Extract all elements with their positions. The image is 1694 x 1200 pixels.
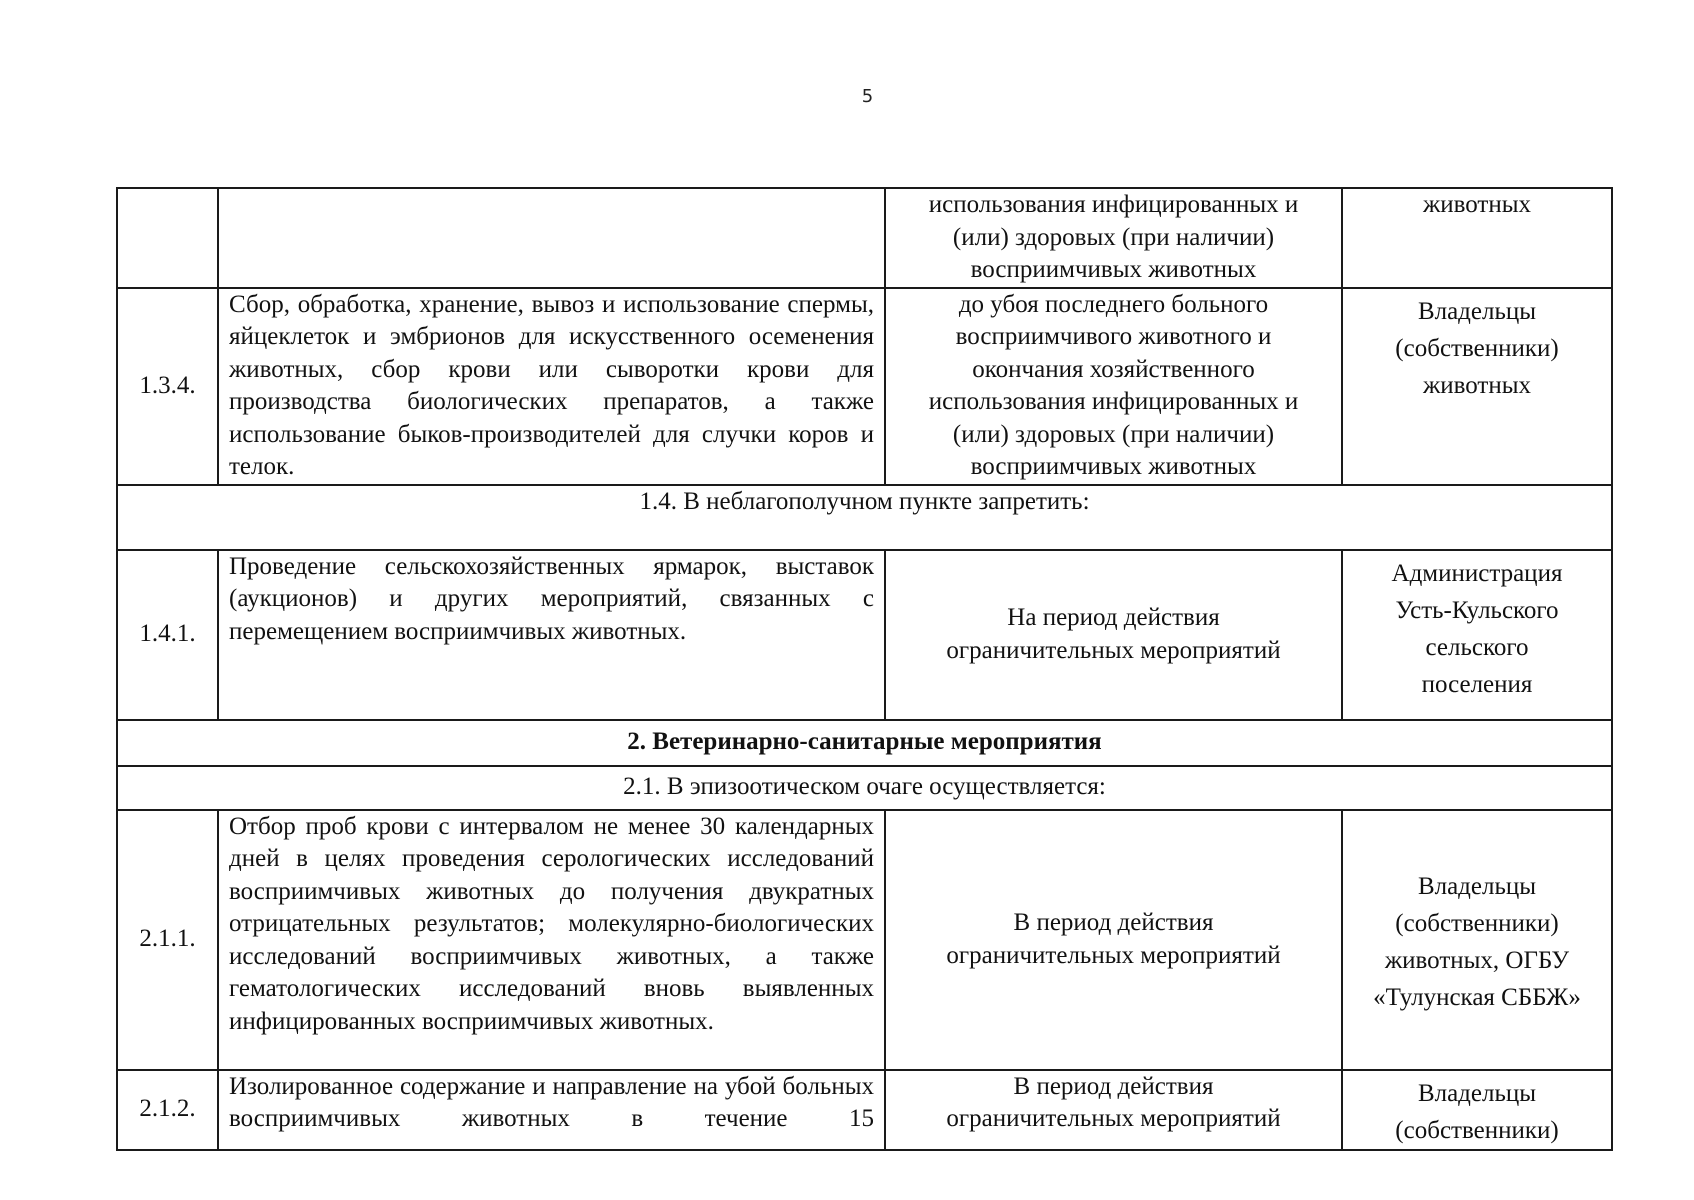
responsible-line: Владельцы	[1417, 1079, 1537, 1107]
responsible-line: (собственники)	[1395, 909, 1559, 937]
item-number	[117, 188, 218, 288]
timing-line: (или) здоровых (при наличии)	[952, 420, 1275, 448]
timing-line: использования инфицированных и	[928, 191, 1299, 218]
timing-line: восприимчивых животных	[970, 256, 1257, 283]
section-row	[117, 720, 1612, 766]
measures-table	[116, 187, 1613, 1151]
item-number: 2.1.1.	[117, 810, 218, 1070]
responsible-line: «Тулунская СББЖ»	[1373, 983, 1581, 1011]
item-timing	[885, 288, 1342, 485]
timing-line: ограничительных мероприятий	[946, 1105, 1281, 1132]
timing-line: восприимчивых животных	[970, 453, 1257, 480]
item-description	[218, 188, 885, 288]
page-number: 5	[861, 86, 874, 107]
timing-line: На период действия	[1007, 604, 1220, 631]
item-timing	[885, 1070, 1342, 1150]
timing-line: ограничительных мероприятий	[946, 941, 1281, 969]
item-description: Изолированное содержание и направление на убой больных восприимчивых животных в течение 15	[218, 1070, 885, 1150]
timing-line: (или) здоровых (при наличии)	[952, 223, 1275, 251]
table-row	[117, 188, 1612, 288]
responsible-line: животных, ОГБУ	[1384, 946, 1570, 974]
timing-line: использования инфицированных и	[928, 388, 1299, 415]
item-responsible	[1342, 550, 1612, 720]
timing-line: окончания хозяйственного	[972, 355, 1255, 383]
item-number: 1.4.1.	[117, 550, 218, 720]
item-description: Отбор проб крови с интервалом не менее 30 календарных дней в целях проведения серологических исследований восприимчивых животных до получения двукратных отрицательных результатов; молекулярно-биологических исследований восприимчивых животных, а также гематологических исследований вновь выявленных инфицированных восприимчивых животных.	[218, 810, 885, 1070]
timing-line: В период действия	[1013, 1072, 1214, 1100]
responsible-line: животных	[1422, 371, 1532, 399]
table-row	[117, 288, 1612, 485]
table-row	[117, 810, 1612, 1070]
timing-line: до убоя последнего больного	[958, 290, 1269, 318]
item-description: Сбор, обработка, хранение, вывоз и использование спермы, яйцеклеток и эмбрионов для искусственного осеменения животных, сбор крови или сыворотки крови для производства биологических препаратов, а также использование быков-производителей для случки коров и телок.	[218, 288, 885, 485]
responsible-line: Усть-Кульского	[1395, 596, 1559, 624]
table-row	[117, 1070, 1612, 1150]
responsible-line: Владельцы	[1417, 297, 1537, 325]
responsible-line: животных	[1422, 191, 1532, 218]
responsible-line: (собственники)	[1395, 334, 1559, 362]
item-number: 2.1.2.	[117, 1070, 218, 1150]
item-responsible	[1342, 288, 1612, 485]
item-responsible	[1342, 1070, 1612, 1150]
responsible-line: Администрация	[1391, 559, 1563, 587]
section-heading: 2.1. В эпизоотическом очаге осуществляется:	[117, 766, 1612, 810]
section-row	[117, 485, 1612, 550]
responsible-line: Владельцы	[1417, 872, 1537, 900]
responsible-line: (собственники)	[1395, 1116, 1559, 1144]
timing-line: В период действия	[1013, 909, 1214, 936]
item-timing	[885, 810, 1342, 1070]
chapter-heading: 2. Ветеринарно-санитарные мероприятия	[117, 720, 1612, 766]
responsible-line: поселения	[1421, 670, 1533, 698]
item-responsible	[1342, 810, 1612, 1070]
table-row	[117, 550, 1612, 720]
item-timing	[885, 550, 1342, 720]
timing-line: восприимчивого животного и	[955, 323, 1272, 350]
item-number: 1.3.4.	[117, 288, 218, 485]
item-timing	[885, 188, 1342, 288]
section-row	[117, 766, 1612, 810]
section-heading: 1.4. В неблагополучном пункте запретить:	[117, 485, 1612, 550]
responsible-line: сельского	[1425, 633, 1529, 661]
item-description: Проведение сельскохозяйственных ярмарок, выставок (аукционов) и других мероприятий, связанных с перемещением восприимчивых животных.	[218, 550, 885, 720]
item-responsible	[1342, 188, 1612, 288]
timing-line: ограничительных мероприятий	[946, 636, 1281, 664]
